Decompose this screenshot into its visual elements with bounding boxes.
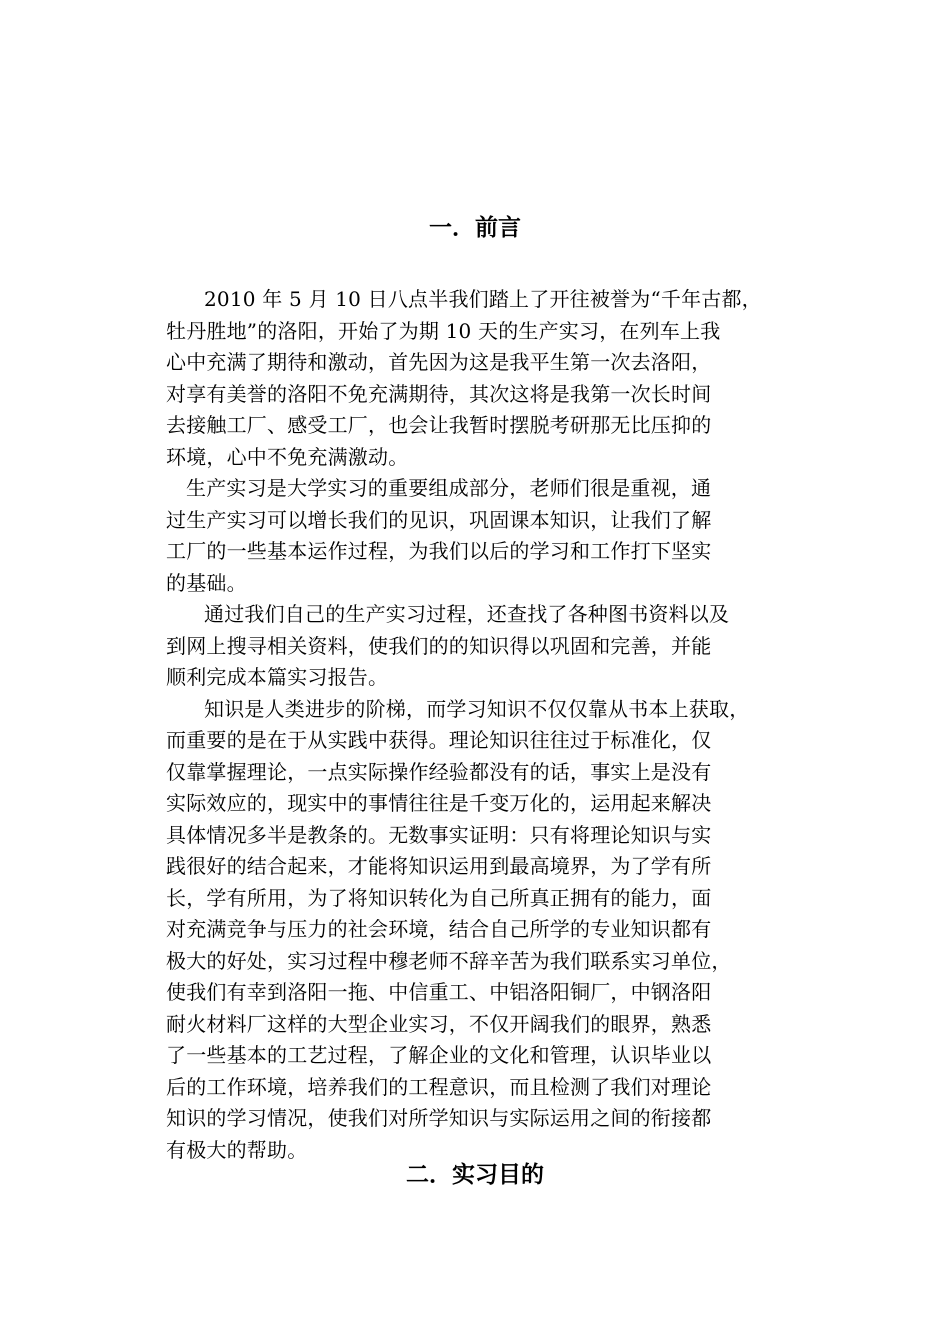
text-line: 生产实习是大学实习的重要组成部分，老师们很是重视，通 <box>186 476 712 500</box>
text-line: 2010 年 5 月 10 日八点半我们踏上了开往被誉为“千年古都， <box>204 287 762 311</box>
text-line: 知识的学习情况，使我们对所学知识与实际运用之间的衔接都 <box>166 1106 712 1130</box>
text-line: 践很好的结合起来，才能将知识运用到最高境界，为了学有所 <box>166 854 712 878</box>
text-line: 有极大的帮助。 <box>166 1137 308 1162</box>
text-line: 顺利完成本篇实习报告。 <box>166 665 389 689</box>
text-line: 耐火材料厂这样的大型企业实习，不仅开阔我们的眼界，熟悉 <box>166 1011 712 1036</box>
text-line: 仅靠掌握理论，一点实际操作经验都没有的话，事实上是没有 <box>166 759 712 784</box>
text-line: 极大的好处，实习过程中穆老师不辞辛苦为我们联系实习单位， <box>166 948 732 973</box>
text-line: 后的工作环境，培养我们的工程意识，而且检测了我们对理论 <box>166 1074 712 1099</box>
text-line: 长，学有所用，为了将知识转化为自己所真正拥有的能力，面 <box>166 885 712 910</box>
section-heading-preface: 一．前言 <box>429 215 521 241</box>
text-line: 实际效应的，现实中的事情往往是千变万化的，运用起来解决 <box>166 791 712 815</box>
text-line: 具体情况多半是教条的。无数事实证明：只有将理论知识与实 <box>166 822 712 847</box>
text-line: 对享有美誉的洛阳不免充满期待，其次这将是我第一次长时间 <box>166 381 712 406</box>
text-line: 而重要的是在于从实践中获得。理论知识往往过于标准化，仅 <box>166 728 712 752</box>
preface-body <box>166 284 806 1166</box>
text-line: 去接触工厂、感受工厂，也会让我暂时摆脱考研那无比压抑的 <box>166 413 712 437</box>
text-line: 对充满竞争与压力的社会环境，结合自己所学的专业知识都有 <box>166 917 712 941</box>
text-line: 牡丹胜地”的洛阳，开始了为期 10 天的生产实习，在列车上我 <box>166 318 721 343</box>
text-line: 了一些基本的工艺过程，了解企业的文化和管理，认识毕业以 <box>166 1043 712 1067</box>
text-line: 过生产实习可以增长我们的见识，巩固课本知识，让我们了解 <box>166 507 712 532</box>
text-line: 的基础。 <box>166 570 247 595</box>
text-line: 到网上搜寻相关资料，使我们的的知识得以巩固和完善，并能 <box>166 633 712 658</box>
text-line: 通过我们自己的生产实习过程，还查找了各种图书资料以及 <box>204 602 730 626</box>
text-line: 环境，心中不免充满激动。 <box>166 444 409 469</box>
text-line: 工厂的一些基本运作过程，为我们以后的学习和工作打下坚实 <box>166 539 712 563</box>
text-line: 心中充满了期待和激动，首先因为这是我平生第一次去洛阳， <box>166 350 712 374</box>
section-heading-purpose: 二．实习目的 <box>406 1162 544 1188</box>
text-line: 知识是人类进步的阶梯，而学习知识不仅仅靠从书本上获取， <box>204 696 750 721</box>
text-line: 使我们有幸到洛阳一拖、中信重工、中铝洛阳铜厂，中钢洛阳 <box>166 980 712 1004</box>
